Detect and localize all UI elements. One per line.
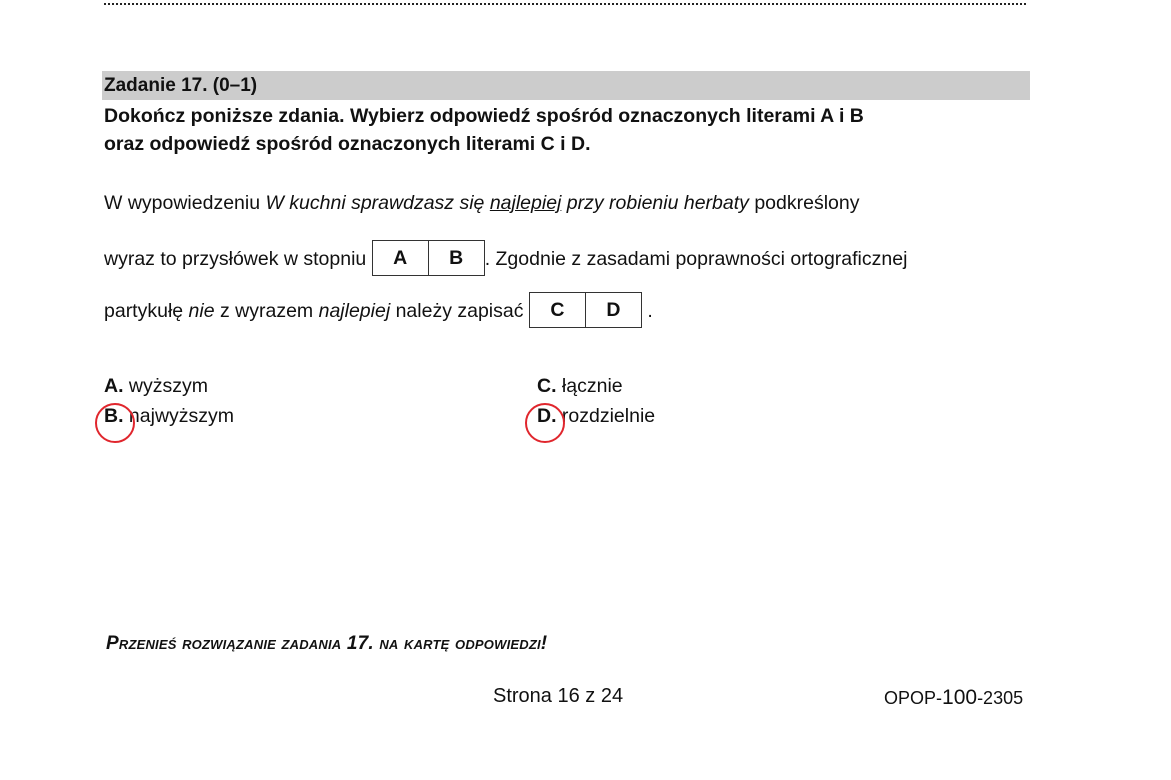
sentence-line-3 (104, 294, 653, 330)
text-segment: W wypowiedzeniu (104, 192, 266, 214)
italic-word: najlepiej (318, 300, 391, 323)
answer-circle-d (525, 403, 565, 443)
choice-box-cd (529, 292, 642, 328)
box-letter-a: A (373, 241, 429, 275)
task-header: Zadanie 17. (0–1) (102, 71, 1030, 100)
option-text: rozdzielnie (556, 405, 656, 427)
instruction-line-1: Dokończ poniższe zdania. Wybierz odpowiedź spośród oznaczonych literami A i B (104, 105, 864, 127)
option-text: wyższym (123, 375, 208, 397)
option-a (104, 374, 208, 398)
text-segment: partykułę (104, 300, 189, 323)
code-number: 100 (942, 686, 978, 709)
text-segment: . (641, 300, 653, 323)
sentence-line-2 (104, 242, 907, 278)
quoted-sentence (265, 192, 748, 214)
option-letter: A. (104, 375, 124, 397)
option-letter: D. (537, 405, 557, 427)
code-suffix: -2305 (977, 688, 1024, 708)
text-segment: przy robieniu herbaty (561, 192, 749, 214)
transfer-note: Przenieś rozwiązanie zadania 17. na kartę odpowiedzi! (106, 633, 548, 654)
task-instruction (104, 102, 1024, 158)
text-segment: z wyrazem (214, 300, 319, 323)
page-number: Strona 16 z 24 (493, 685, 624, 707)
text-segment: należy zapisać (390, 300, 529, 323)
underlined-word: najlepiej (489, 192, 562, 214)
text-segment: podkreślony (748, 192, 860, 214)
exam-code (884, 686, 1023, 710)
code-prefix: OPOP- (884, 688, 943, 708)
instruction-line-2: oraz odpowiedź spośród oznaczonych literami C i D. (104, 133, 591, 155)
text-segment: wyraz to przysłówek w stopniu (104, 248, 372, 271)
italic-word: nie (188, 300, 215, 323)
sentence-line-1 (104, 191, 859, 215)
dotted-answer-line (104, 0, 1026, 5)
box-letter-b: B (449, 247, 464, 269)
text-segment: . Zgodnie z zasadami poprawności ortograficznej (484, 248, 908, 271)
answer-circle-b (95, 403, 135, 443)
text-segment: W kuchni sprawdzasz się (265, 192, 490, 214)
box-letter-c: C (530, 293, 586, 327)
option-letter: C. (537, 375, 557, 397)
option-text: najwyższym (123, 405, 235, 427)
choice-box-ab (372, 240, 485, 276)
option-text: łącznie (556, 375, 623, 397)
option-c (537, 374, 623, 398)
option-letter: B. (104, 405, 124, 427)
box-letter-d: D (606, 299, 621, 321)
